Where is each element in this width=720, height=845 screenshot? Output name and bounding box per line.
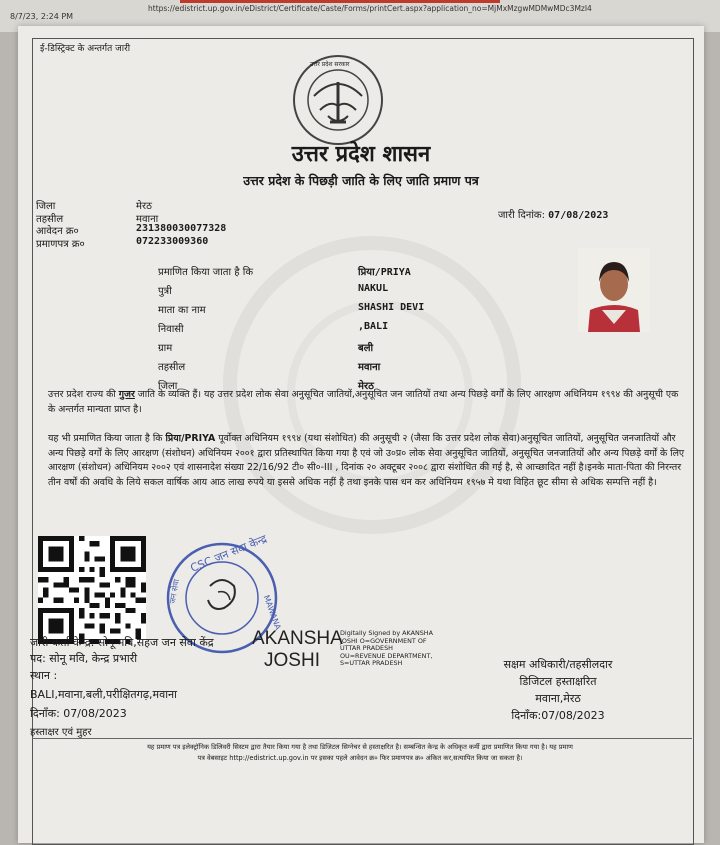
issue-date-label: जारी दिनांक: (498, 210, 545, 221)
footer-line: यह प्रमाण पत्र इलेक्ट्रॉनिक डिलिवरी सिस्टम द्वारा तैयार किया गया है तथा डिजिटल सिग्नेचर से हस्ताक्षरित है। सम्बन्धित केन्द्र के अधिकृत कर्मी द्वारा प्रमाणित किया गया है। यह प्रमाण (147, 743, 573, 751)
detail-label: प्रमाणित किया जाता है कि (158, 267, 254, 278)
caste-name: गुजर (118, 389, 135, 400)
print-timestamp: 8/7/23, 2:24 PM (10, 12, 74, 21)
issuer-date: दिनाँक: 07/08/2023 (30, 707, 127, 720)
qr-code (38, 536, 146, 644)
person-photo-icon (578, 248, 650, 332)
signature-name-line: JOSHI (264, 650, 320, 671)
body-paragraph-2 (48, 432, 688, 490)
page-subtitle: उत्तर प्रदेश के पिछड़ी जाति के लिए जाति प्रमाण पत्र (243, 173, 479, 188)
detail-label: जिला (158, 381, 178, 392)
digital-signature-name (252, 628, 343, 672)
district-label: जिला (36, 201, 56, 212)
seal-top-text: CSC जन सेवा केन्द्र (188, 532, 269, 575)
signature-label: हस्ताक्षर एवं मुहर (30, 727, 92, 738)
paragraph-text: उत्तर प्रदेश राज्य की (48, 389, 119, 400)
seal-side-text: जन सेवा (167, 578, 182, 605)
authority-title: सक्षम अधिकारी/तहसीलदार (503, 658, 613, 671)
certificate-no-label: प्रमाणपत्र क्र० (36, 239, 85, 250)
application-no-label: आवेदन क्र० (36, 226, 79, 237)
detail-label: माता का नाम (158, 305, 206, 316)
place-value: BALI,मवाना,बली,परीक्षितगढ़,मवाना (30, 688, 177, 701)
detail-value: मेरठ (358, 381, 374, 392)
applicant-name: प्रिया/PRIYA (165, 433, 216, 444)
detail-value: मवाना (358, 362, 381, 373)
detail-label: ग्राम (158, 343, 173, 354)
paragraph-text: जाति के व्यक्ति हैं। यह उत्तर प्रदेश लोक सेवा अनुसूचित जातियों,अनुसूचित जन जातियों तथा अन्य पिछड़े वर्गों के लिए आरक्षण अधिनियम १९९४ की अनुसूची एक के अन्तर्गत मान्यता प्राप्त है। (48, 389, 679, 415)
authority-date: दिनाँक:07/08/2023 (511, 709, 605, 722)
issue-date (498, 207, 608, 221)
seal-bottom-text: MAWANA (261, 593, 283, 632)
tehsil-value: मवाना (136, 214, 159, 225)
certificate-paper (18, 26, 704, 843)
print-url: https://edistrict.up.gov.in/eDistrict/Certificate/Caste/Forms/printCert.aspx?application_no=MjMxMzgwMDMwMDc3MzI4 (148, 4, 592, 13)
body-paragraph-1 (48, 388, 688, 417)
district-value: मेरठ (136, 201, 152, 212)
decorative-strip (180, 0, 500, 3)
digital-signature-details: Digitally Signed by AKANSHA JOSHI O=GOVERNMENT OF UTTAR PRADESH OU=REVENUE DEPARTMENT, S=UTTAR PRADESH (340, 629, 433, 668)
detail-value: प्रिया/PRIYA (358, 267, 411, 278)
application-no-value: 231380030077328 (136, 223, 227, 234)
paragraph-text: पूर्वोक्त अधिनियम १९९४ (यथा संशोधित) की अनुसूची २ (जैसा कि उत्तर प्रदेश लोक सेवा)अनुसूचित जातियों, अनुसूचित जनजातियों और अन्य पिछड़े वर्गों के लिए आरक्षण (संशोधन) अधिनियम २००१ द्वारा प्रतिस्थापित किया गया है एवं जो उ०प्र० लोक सेवा अनुसूचित जातियों, अनुसूचित जनजातियों और अन्य पिछड़े वर्गों के लिए आरक्षण (संशोधन) अधिनियम २००२ एवं शासनादेश संख्या 22/16/92 टी० सी०-III , दिनांक २० अक्टूबर २००८ द्वारा संशोधित की गई है, से आच्छादित नहीं है।इनके माता-पिता की निरन्तर तीन वर्षों की अवधि के लिये सकल वार्षिक आय आठ लाख रुपये या इससे अधिक नहीं है तथा इनके पास धन कर अधिनियम १९५७ मे यथा विहित छूट सीमा से अधिक सम्पत्ति नहीं है। (48, 433, 685, 488)
footer-note (30, 742, 690, 764)
emblem-text: उत्तर प्रदेश सरकार (310, 61, 350, 68)
place-label: स्थान : (30, 669, 58, 682)
detail-label: तहसील (158, 362, 186, 373)
authority-signed: डिजिटल हस्ताक्षरित (519, 675, 597, 688)
certificate-no-value: 072233009360 (136, 236, 209, 247)
issuer-post: पद: सोनू मवि, केन्द्र प्रभारी (30, 652, 138, 665)
top-note: ई-डिस्ट्रिक्ट के अन्तर्गत जारी (40, 44, 131, 54)
tehsil-label: तहसील (36, 214, 64, 225)
detail-label: पुत्री (158, 286, 172, 297)
authority-block (448, 656, 668, 724)
paragraph-text: यह भी प्रमाणित किया जाता है कि (48, 433, 166, 444)
issuing-centre: जारी कर्ता केन्द्र: सोनू मवि,सहज जन सेवा केंद्र (30, 636, 214, 649)
footer-line: पत्र वेबसाइट http://edistrict.up.gov.in पर इसका पहले आवेदन क्र० फिर प्रमाणपत्र क्र० अंकित कर,सत्यापित किया जा सकता है। (197, 754, 523, 762)
signature-name-line: AKANSHA (252, 628, 343, 649)
detail-label: निवासी (158, 324, 184, 335)
qr-code-icon (38, 536, 146, 644)
detail-value: SHASHI DEVI (358, 302, 425, 313)
footer-divider (32, 738, 692, 739)
page-title: उत्तर प्रदेश शासन (291, 142, 431, 167)
issue-date-value: 07/08/2023 (548, 210, 609, 221)
detail-value: NAKUL (358, 283, 389, 294)
applicant-photo (578, 248, 650, 332)
detail-value: बली (358, 343, 374, 354)
detail-value: ,BALI (358, 321, 389, 332)
authority-place: मवाना,मेरठ (535, 692, 581, 705)
